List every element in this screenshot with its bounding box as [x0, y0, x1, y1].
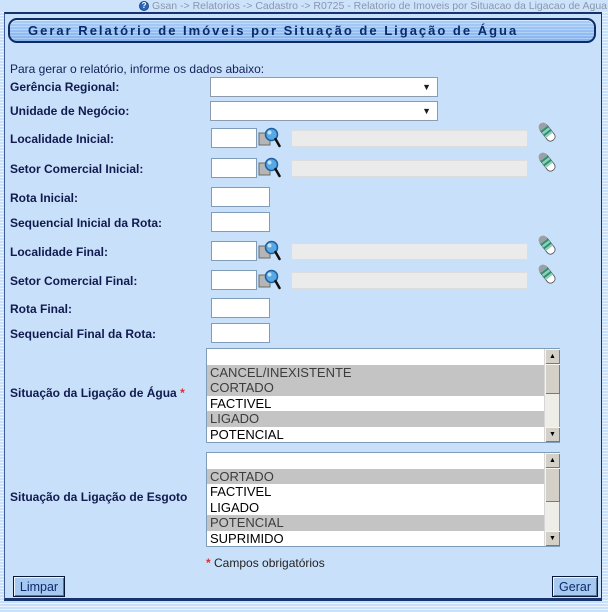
- sequencial-final-rota-label: Sequencial Final da Rota:: [10, 327, 157, 341]
- unidade-negocio-select[interactable]: [210, 101, 438, 121]
- situacao-esgoto-listbox[interactable]: [206, 452, 560, 547]
- eraser-icon[interactable]: [536, 235, 558, 257]
- setor-comercial-final-descricao: [291, 272, 528, 289]
- setor-comercial-inicial-descricao: [291, 160, 528, 177]
- magnifier-icon[interactable]: [258, 239, 281, 262]
- localidade-final-input[interactable]: [211, 241, 257, 261]
- required-marker: *: [180, 386, 185, 400]
- setor-comercial-final-label: Setor Comercial Final:: [10, 274, 138, 288]
- listbox-option[interactable]: CORTADO: [207, 380, 544, 396]
- listbox-option[interactable]: FACTIVEL: [210, 395, 272, 411]
- sequencial-inicial-rota-label: Sequencial Inicial da Rota:: [10, 216, 163, 230]
- required-note: * Campos obrigatórios: [206, 556, 325, 570]
- page-title: [8, 18, 596, 43]
- magnifier-icon[interactable]: [258, 268, 281, 291]
- localidade-final-descricao: [291, 243, 528, 260]
- setor-comercial-inicial-input[interactable]: [211, 158, 257, 178]
- chevron-down-icon: ▼: [422, 81, 431, 92]
- gerar-button[interactable]: Gerar: [552, 576, 598, 597]
- localidade-inicial-input[interactable]: [211, 128, 257, 148]
- localidade-inicial-label: Localidade Inicial:: [10, 132, 115, 146]
- situacao-esgoto-label: Situação da Ligação de Esgoto: [10, 490, 188, 504]
- localidade-inicial-descricao: [291, 130, 528, 147]
- eraser-icon[interactable]: [536, 264, 558, 286]
- listbox-option[interactable]: CANCEL/INEXISTENTE: [207, 365, 544, 381]
- scroll-down-icon[interactable]: ▼: [545, 531, 560, 546]
- setor-comercial-inicial-label: Setor Comercial Inicial:: [10, 162, 144, 176]
- gerencia-regional-select[interactable]: [210, 77, 438, 97]
- limpar-button[interactable]: Limpar: [13, 576, 65, 597]
- listbox-option[interactable]: FACTIVEL: [210, 484, 272, 499]
- magnifier-icon[interactable]: [258, 126, 281, 149]
- scroll-thumb[interactable]: [545, 468, 560, 502]
- chevron-down-icon: ▼: [422, 105, 431, 116]
- listbox-option[interactable]: LIGADO: [207, 411, 544, 427]
- scroll-thumb[interactable]: [545, 364, 560, 394]
- eraser-icon[interactable]: [536, 122, 558, 144]
- unidade-negocio-label: Unidade de Negócio:: [10, 104, 130, 118]
- listbox-option[interactable]: POTENCIAL: [207, 515, 544, 531]
- scroll-up-icon[interactable]: ▲: [545, 453, 560, 468]
- scrollbar[interactable]: [544, 349, 559, 442]
- listbox-option[interactable]: SUPRIMIDO: [210, 530, 284, 546]
- situacao-agua-listbox[interactable]: [206, 348, 560, 443]
- situacao-agua-label: Situação da Ligação de Água *: [10, 386, 185, 400]
- scrollbar[interactable]: [544, 453, 559, 546]
- listbox-option[interactable]: POTENCIAL: [210, 426, 284, 442]
- intro-text: Para gerar o relatório, informe os dados abaixo:: [10, 62, 265, 76]
- help-icon[interactable]: ?: [139, 1, 149, 11]
- scroll-up-icon[interactable]: ▲: [545, 349, 560, 364]
- setor-comercial-final-input[interactable]: [211, 270, 257, 290]
- situacao-esgoto-options: [207, 453, 544, 546]
- sequencial-final-rota-input[interactable]: [211, 323, 270, 343]
- magnifier-icon[interactable]: [258, 156, 281, 179]
- breadcrumb: [0, 0, 608, 12]
- listbox-option[interactable]: [207, 453, 544, 469]
- rota-final-input[interactable]: [211, 298, 270, 318]
- eraser-icon[interactable]: [536, 152, 558, 174]
- rota-final-label: Rota Final:: [10, 302, 72, 316]
- scroll-down-icon[interactable]: ▼: [545, 427, 560, 442]
- rota-inicial-label: Rota Inicial:: [10, 191, 79, 205]
- sequencial-inicial-rota-input[interactable]: [211, 212, 270, 232]
- page-title-text: Gerar Relatório de Imóveis por Situação de Ligação de Água: [28, 23, 519, 38]
- listbox-option[interactable]: [207, 349, 544, 365]
- gerencia-regional-label: Gerência Regional:: [10, 80, 120, 94]
- localidade-final-label: Localidade Final:: [10, 245, 109, 259]
- situacao-agua-options: [207, 349, 544, 442]
- listbox-option[interactable]: LIGADO: [210, 499, 260, 515]
- rota-inicial-input[interactable]: [211, 187, 270, 207]
- listbox-option[interactable]: CORTADO: [207, 469, 544, 485]
- breadcrumb-text: Gsan -> Relatorios -> Cadastro -> R0725 - Relatorio de Imoveis por Situacao da Ligacao de Agua: [152, 0, 607, 12]
